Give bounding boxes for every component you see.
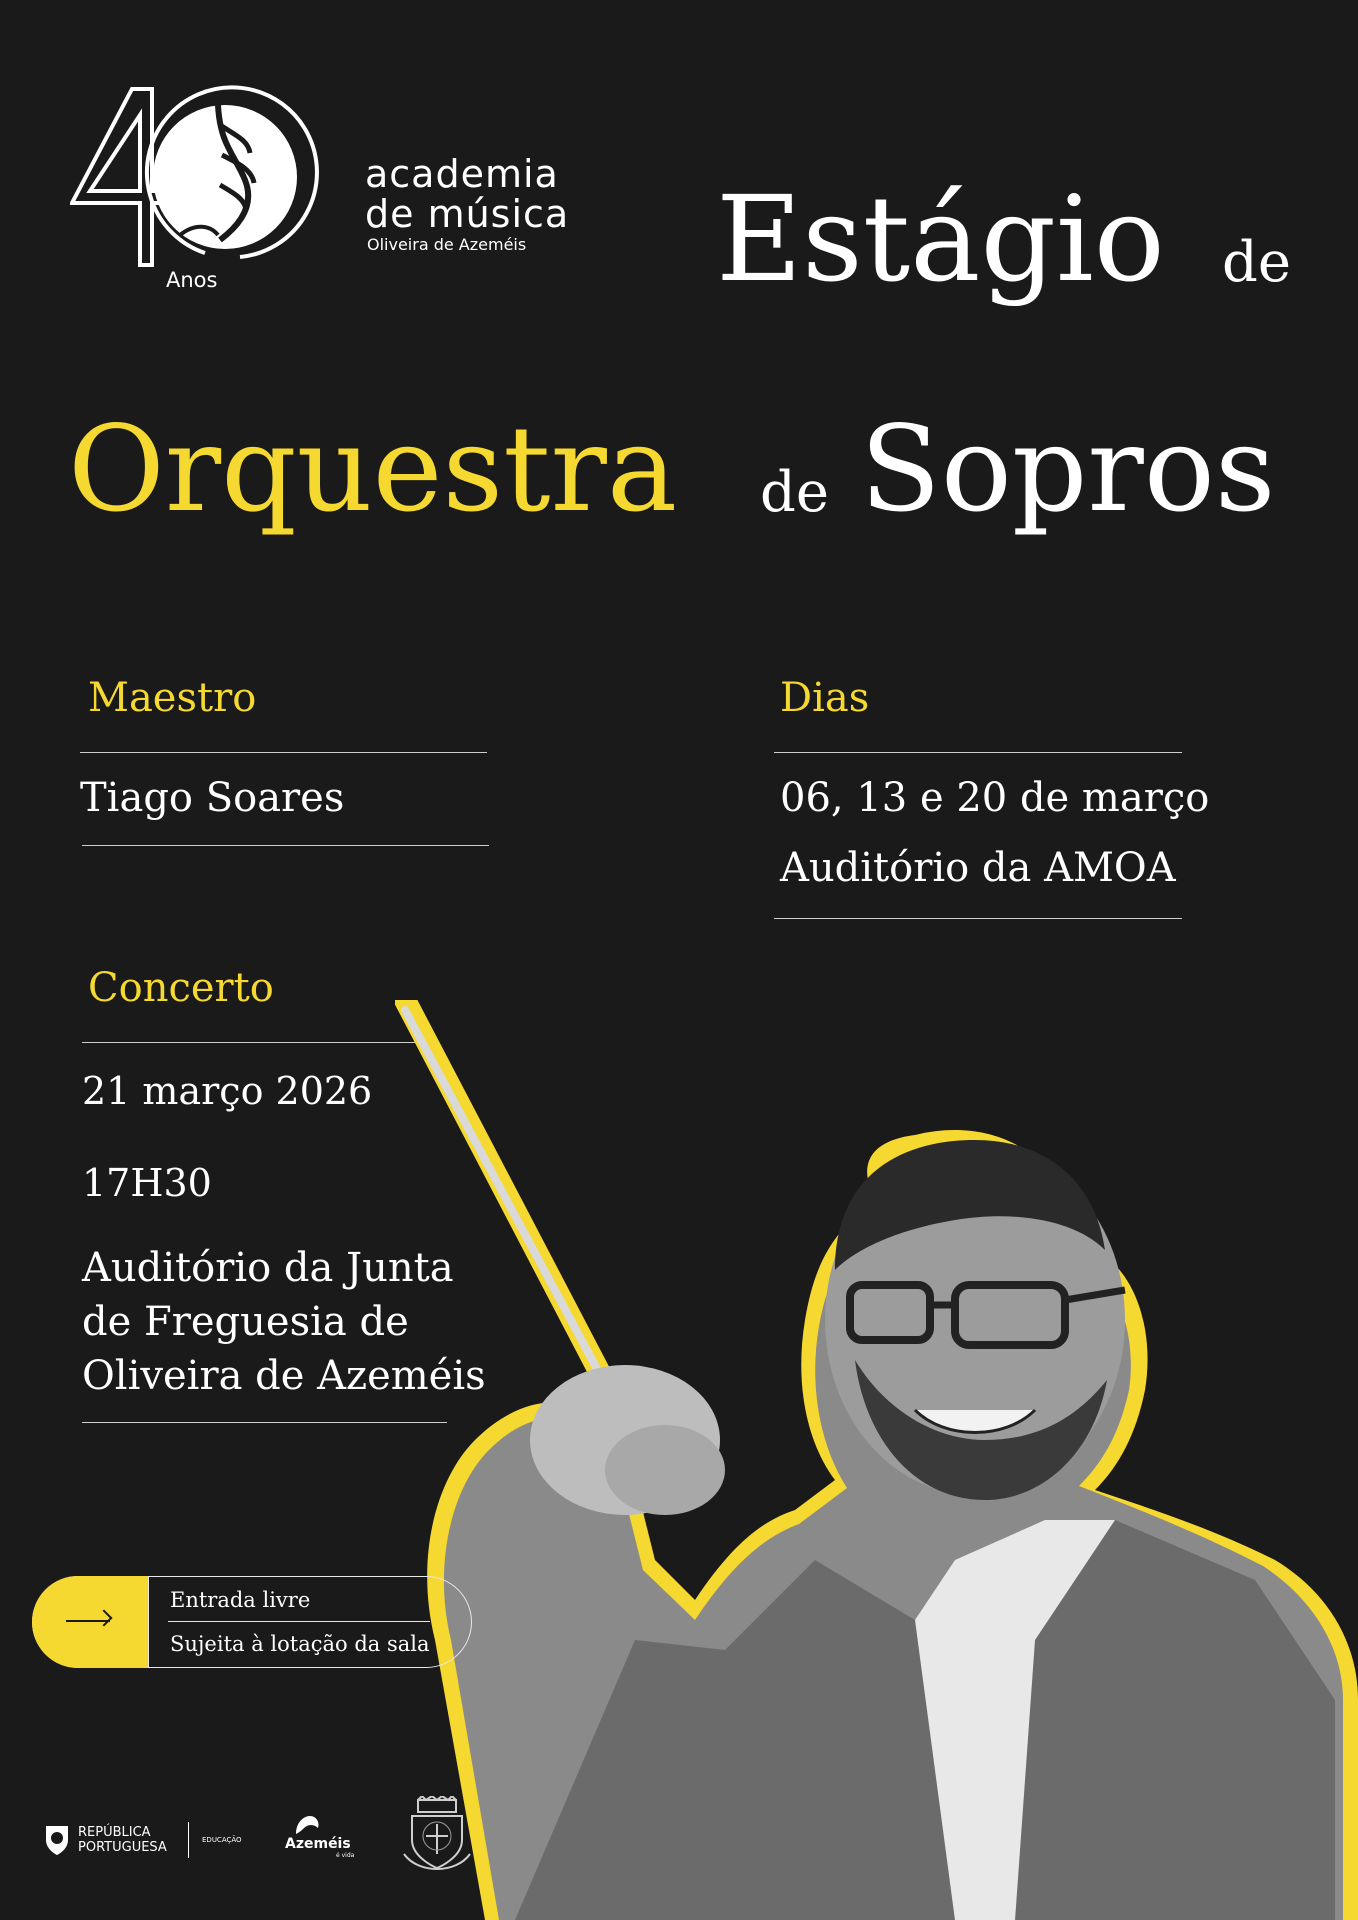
concerto-venue-line1: Auditório da Junta — [82, 1245, 454, 1291]
maestro-label: Maestro — [88, 675, 257, 721]
title-sopros: Sopros — [860, 400, 1276, 538]
azemeis-text: Azeméis — [285, 1836, 351, 1852]
concerto-venue-line3: Oliveira de Azeméis — [82, 1353, 486, 1399]
concerto-time: 17H30 — [82, 1161, 212, 1205]
logo-text-academia: academia — [365, 152, 559, 196]
concerto-date: 21 março 2026 — [82, 1069, 373, 1113]
logo-text-de-musica: de música — [365, 192, 570, 236]
republica-line2: PORTUGUESA — [78, 1840, 167, 1855]
title-de-1: de — [1222, 230, 1291, 295]
dias-divider-bottom — [774, 918, 1182, 919]
logo-text-location: Oliveira de Azeméis — [367, 235, 527, 254]
maestro-name: Tiago Soares — [80, 775, 345, 821]
republica-line1: REPÚBLICA — [78, 1825, 151, 1840]
concerto-label: Concerto — [88, 965, 274, 1011]
concerto-venue-line2: de Freguesia de — [82, 1299, 409, 1345]
maestro-divider-top — [80, 752, 487, 753]
maestro-divider-bottom — [82, 845, 489, 846]
dias-dates: 06, 13 e 20 de março — [780, 775, 1210, 821]
entry-pill-cap — [32, 1576, 148, 1668]
entry-capacity-text: Sujeita à lotação da sala — [170, 1632, 430, 1656]
title-de-2: de — [760, 460, 829, 525]
dias-place: Auditório da AMOA — [780, 845, 1176, 891]
title-estagio: Estágio — [716, 170, 1165, 308]
dias-divider-top — [774, 752, 1182, 753]
entry-pill-line — [168, 1621, 430, 1622]
entry-free-text: Entrada livre — [170, 1588, 311, 1612]
concerto-divider-bottom — [82, 1422, 447, 1423]
entry-pill-separator — [148, 1576, 149, 1668]
coat-of-arms-icon — [398, 1796, 476, 1876]
concerto-divider-top — [82, 1042, 422, 1043]
azemeis-sub-text: é vida — [336, 1852, 355, 1859]
republica-emblem-icon — [42, 1822, 72, 1858]
educacao-text: EDUCAÇÃO — [202, 1836, 242, 1844]
academia-logo — [70, 85, 590, 300]
logo-anos-text: Anos — [166, 268, 218, 292]
conductor-photo — [395, 1000, 1358, 1920]
azemeis-logo-icon — [290, 1814, 324, 1836]
dias-label: Dias — [780, 675, 870, 721]
footer-separator — [188, 1822, 189, 1858]
title-orquestra: Orquestra — [68, 400, 678, 538]
